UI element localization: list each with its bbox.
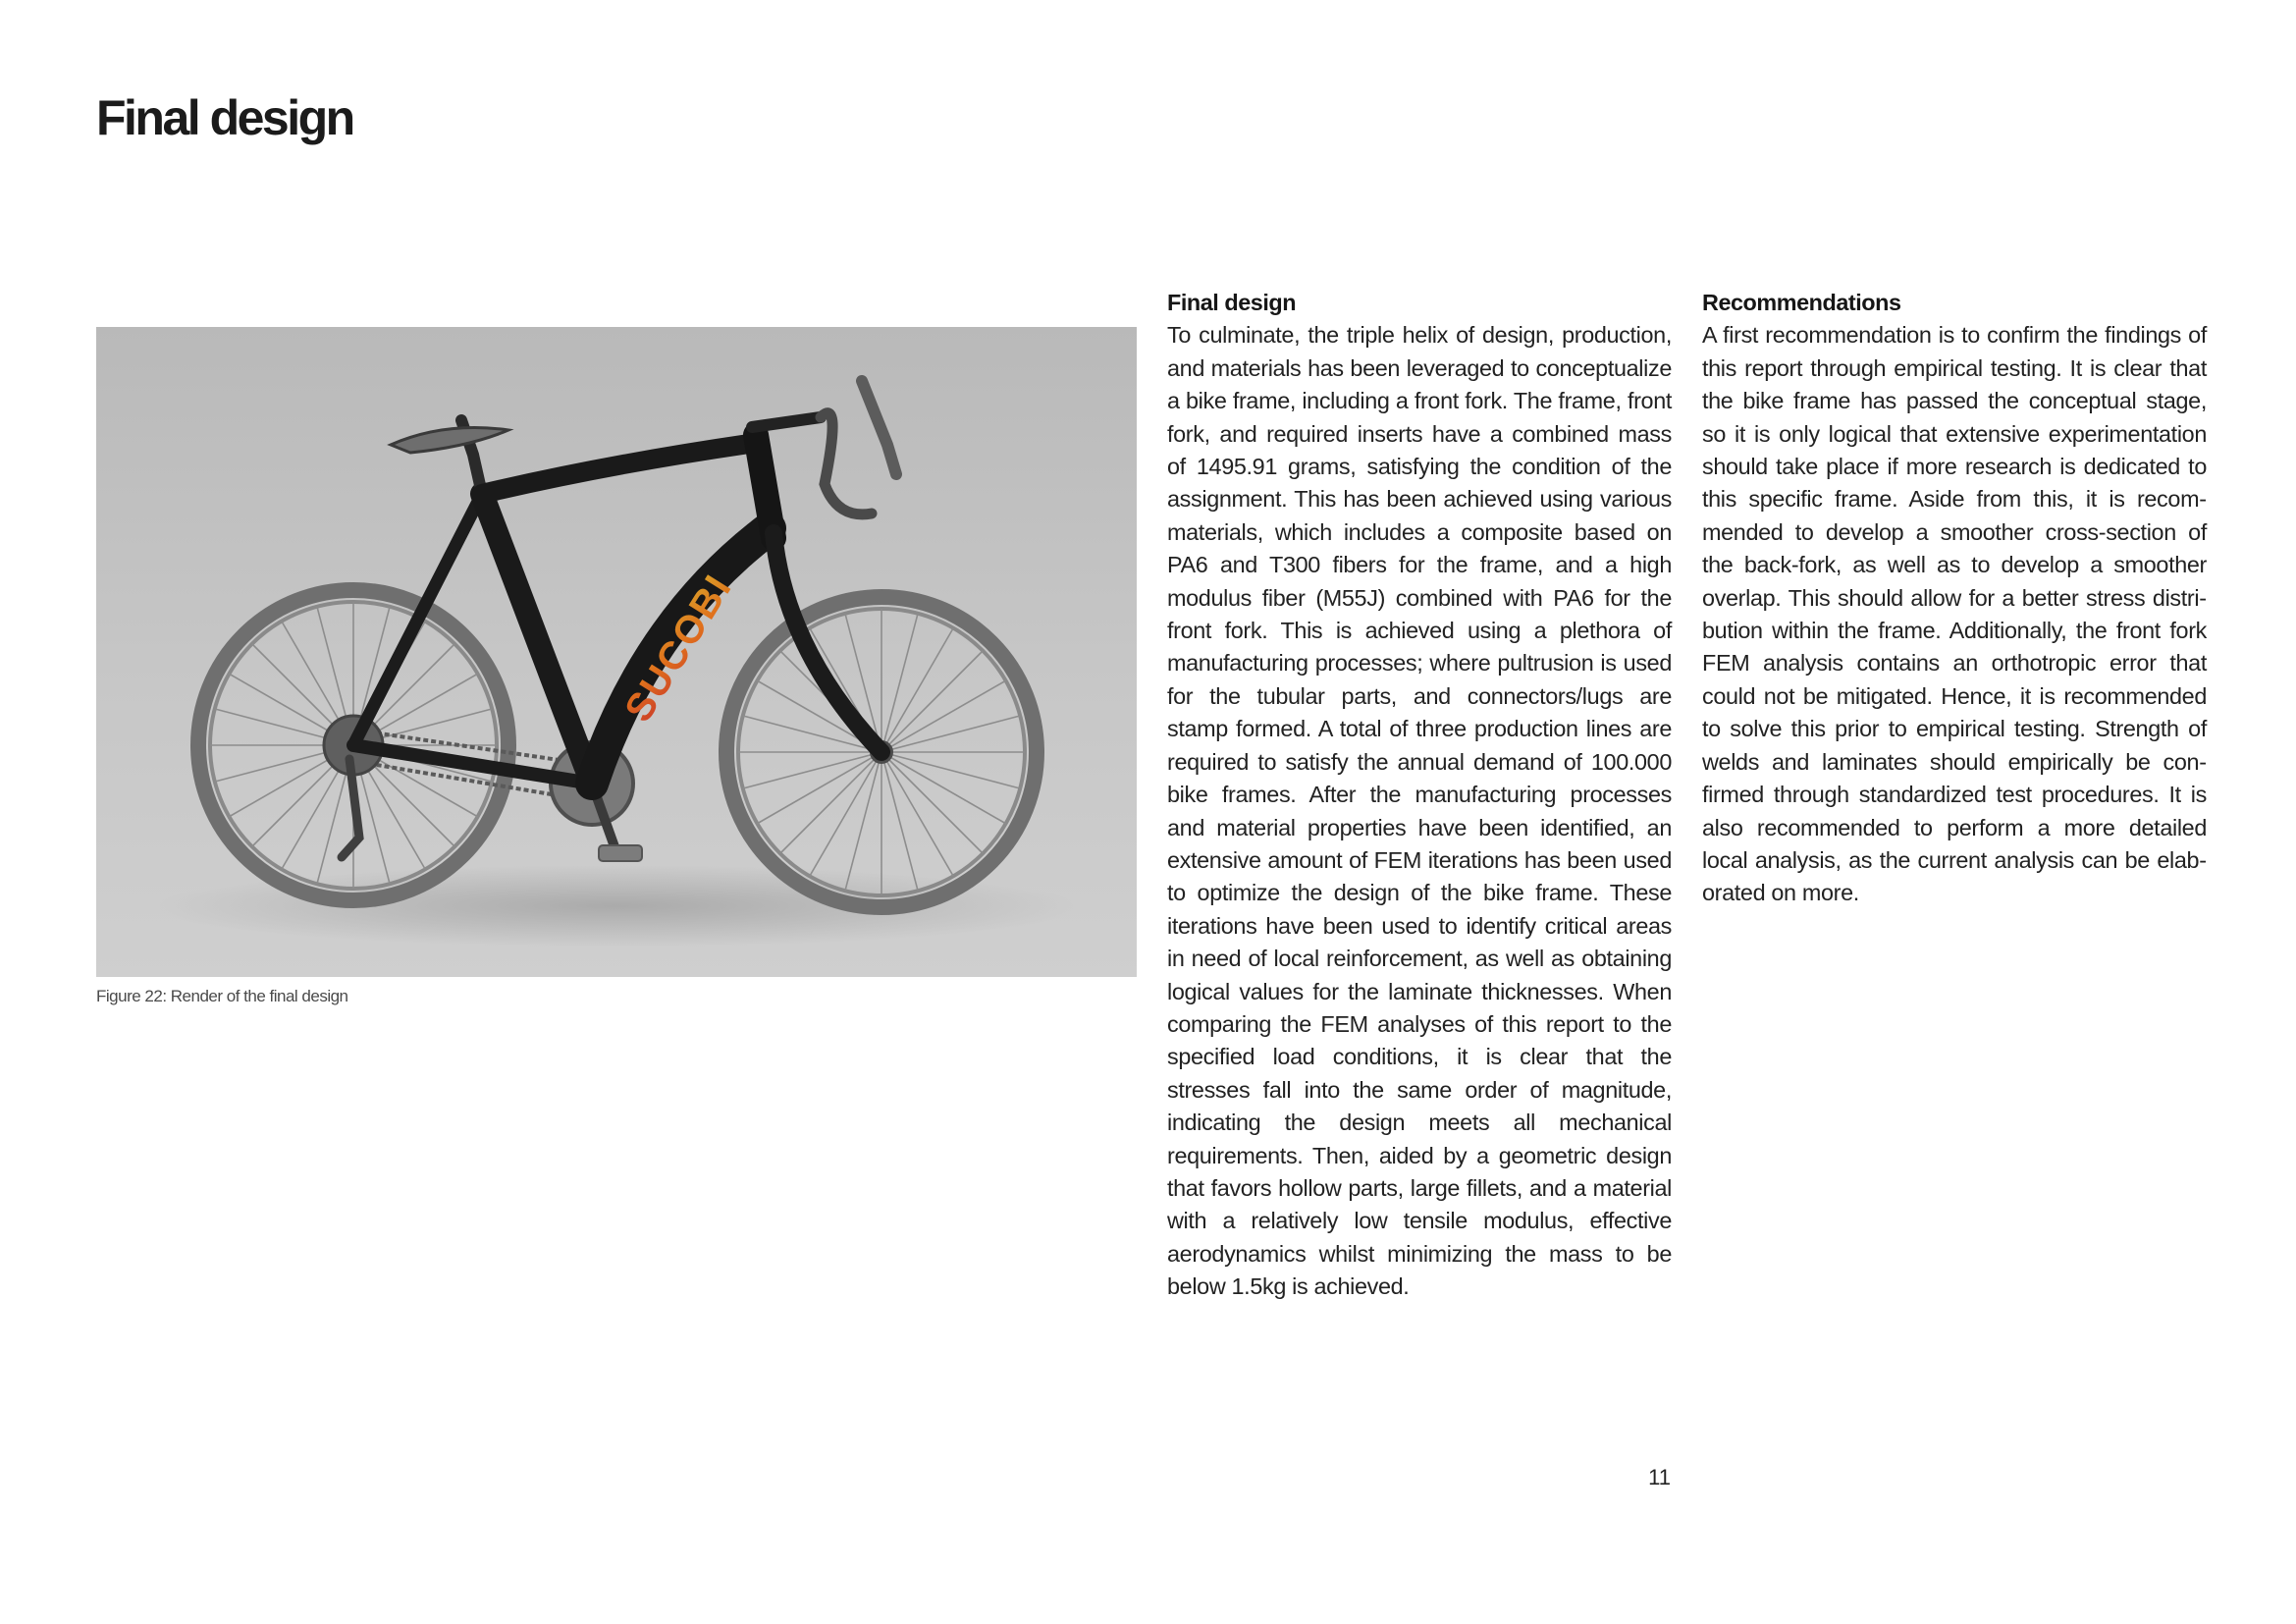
page-title: Final design (96, 90, 353, 145)
section-body: To culminate, the triple helix of design, production, and materials has been leveraged to conceptualize a bike frame, including a front fork. The frame, front fork, and required inserts have a combined mass of 1495.91 grams, satisfying the condition of the assignment. This has been achieved using various materials, which includes a composite based on PA6 and T300 fibers for the frame, and a high modulus fiber (M55J) combined with PA6 for the front fork. This is achieved using a plethora of manufacturing processes; where pultrusion is used for the tubular parts, and connectors/lugs are stamp formed. A total of three production lines are required to satisfy the annual demand of 100.000 bike frames. After the manufacturing processes and material properties have been identified, an extensive amount of FEM iterations has been used to optimize the design of the bike frame. These iterations have been used to identify critical areas in need of local reinforcement, as well as obtaining logical values for the laminate thicknesses. When comparing the FEM analyses of this report to the specified load conditions, it is clear that the stresses fall into the same order of magnitude, indicating the design meets all mechanical requirements. Then, aided by a geometric design that favors hollow parts, large fillets, and a material with a relatively low tensile modulus, effective aerodynamics whilst minimizing the mass to be below 1.5kg is achieved. (1167, 322, 1672, 1300)
frame-brand-logo: SUCOBI (616, 567, 741, 730)
bike-render-image (96, 327, 1137, 977)
recommendations-section (1702, 287, 2207, 910)
figure-caption: Figure 22: Render of the final design (96, 987, 348, 1005)
bike-render-figure (96, 327, 1137, 977)
section-heading: Recommendations (1702, 290, 1901, 315)
page-number: 11 (1648, 1465, 1671, 1489)
final-design-section (1167, 287, 1672, 1304)
section-body: A first recommendation is to confirm the findings of this report through empirical testing. It is clear that the bike frame has passed the conceptual stage, so it is only logical that extensive experimentation should take place if more research is dedicated to this specific frame. Aside from this, it is recommended to develop a smoother cross-section of the back-fork, as well as to develop a smoother overlap. This should allow for a better stress distribution within the frame. Additionally, the front fork FEM analysis contains an orthotropic error that could not be mitigated. Hence, it is recommended to solve this prior to empirical testing. Strength of welds and laminates should empirically be confirmed through standardized test procedures. It is also recommended to perform a more detailed local analysis, as the current analysis can be elaborated on more. (1702, 322, 2207, 906)
section-heading: Final design (1167, 290, 1297, 315)
